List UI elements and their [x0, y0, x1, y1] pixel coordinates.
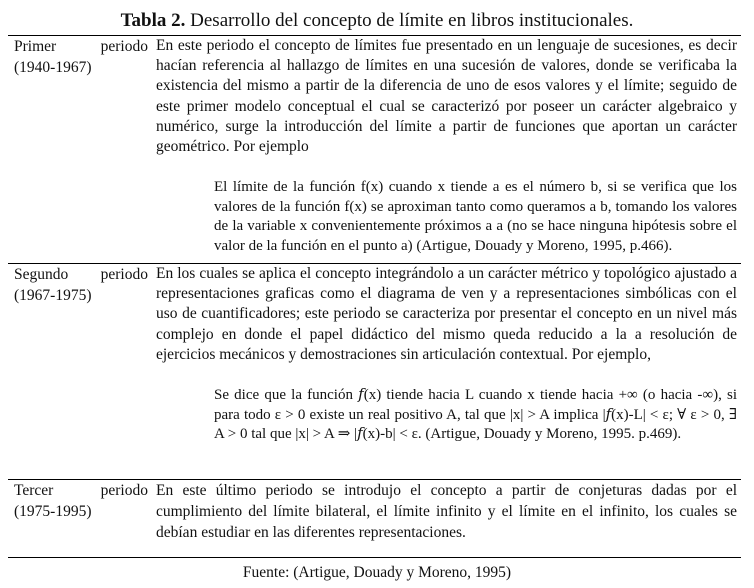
period-years: (1975-1995) — [14, 503, 92, 520]
period-name: Tercer periodo — [14, 482, 148, 499]
period-years: (1967-1975) — [14, 287, 92, 304]
example-quote: El límite de la función f(x) cuando x tiende a es el número b, si se verifica que los valores de la función f(x) se aproximan tanto como queramos a b, tomando los valores de la variable x convenientemente próximos a a (no se hace ninguna hipótesis sobre el valor de la función en el punto a) (Artigue, Douady y Moreno, 1995, p.466). — [214, 179, 737, 254]
description-cell — [152, 264, 741, 479]
caption-title: Desarrollo del concepto de límite en libros institucionales. — [185, 10, 634, 31]
period-cell — [8, 264, 152, 479]
example-quote: Se dice que la función 𝑓(x) tiende hacia L cuando x tiende hacia +∞ (o hacia -∞), si para todo ε > 0 existe un real positivo A, tal que |x| > A implica |𝑓(x)-L| < ε; ∀ ε > 0, ∃ A > 0 tal que |x| > A ⇒ |𝑓(x)-b| < ε. (Artigue, Douady y Moreno, 1995. p.469). — [214, 387, 737, 443]
description-text: En los cuales se aplica el concepto integrándolo a un carácter métrico y topológico ajustado a representaciones graficas como el diagrama de ven y a representaciones simbólicas con el uso de cuantificadores; este periodo se caracteriza por presentar el concepto en un nivel más complejo en donde el papel didáctico del mismo queda reducido a la a resolución de ejercicios mecánicos y demostraciones sin articulación contextual. Por ejemplo, — [156, 265, 737, 363]
table-caption — [0, 9, 754, 33]
table-row-first-period — [8, 36, 741, 264]
description-cell — [152, 36, 741, 263]
period-name: Segundo periodo — [14, 266, 148, 283]
table-row-third-period — [8, 480, 741, 558]
description-text: En este periodo el concepto de límites fue presentado en un lenguaje de sucesiones, es decir hacían referencia al hallazgo de límites en una sucesión de valores, donde se verificaba la existencia del mismo a partir de la diferencia de uno de esos valores y el límite; seguido de este primer modelo conceptual el cual se caracterizó por poseer un carácter algebraico y numérico, surge la introducción del límite a partir de funciones que aportan un carácter geométrico. Por ejemplo — [156, 37, 737, 156]
table-source: Fuente: (Artigue, Douady y Moreno, 1995) — [242, 564, 512, 581]
period-cell — [8, 480, 152, 557]
caption-label: Tabla 2. — [120, 10, 186, 31]
description-text: En este último periodo se introdujo el concepto a partir de conjeturas dadas por el cumplimiento del límite bilateral, el límite infinito y el límite en el infinito, los cuales se debían estudiar en las diferentes representaciones. — [156, 482, 737, 541]
period-cell — [8, 36, 152, 263]
limit-concept-table — [8, 35, 741, 558]
description-cell — [152, 480, 741, 557]
period-years: (1940-1967) — [14, 59, 92, 76]
table-row-second-period — [8, 264, 741, 480]
period-name: Primer periodo — [14, 38, 148, 55]
